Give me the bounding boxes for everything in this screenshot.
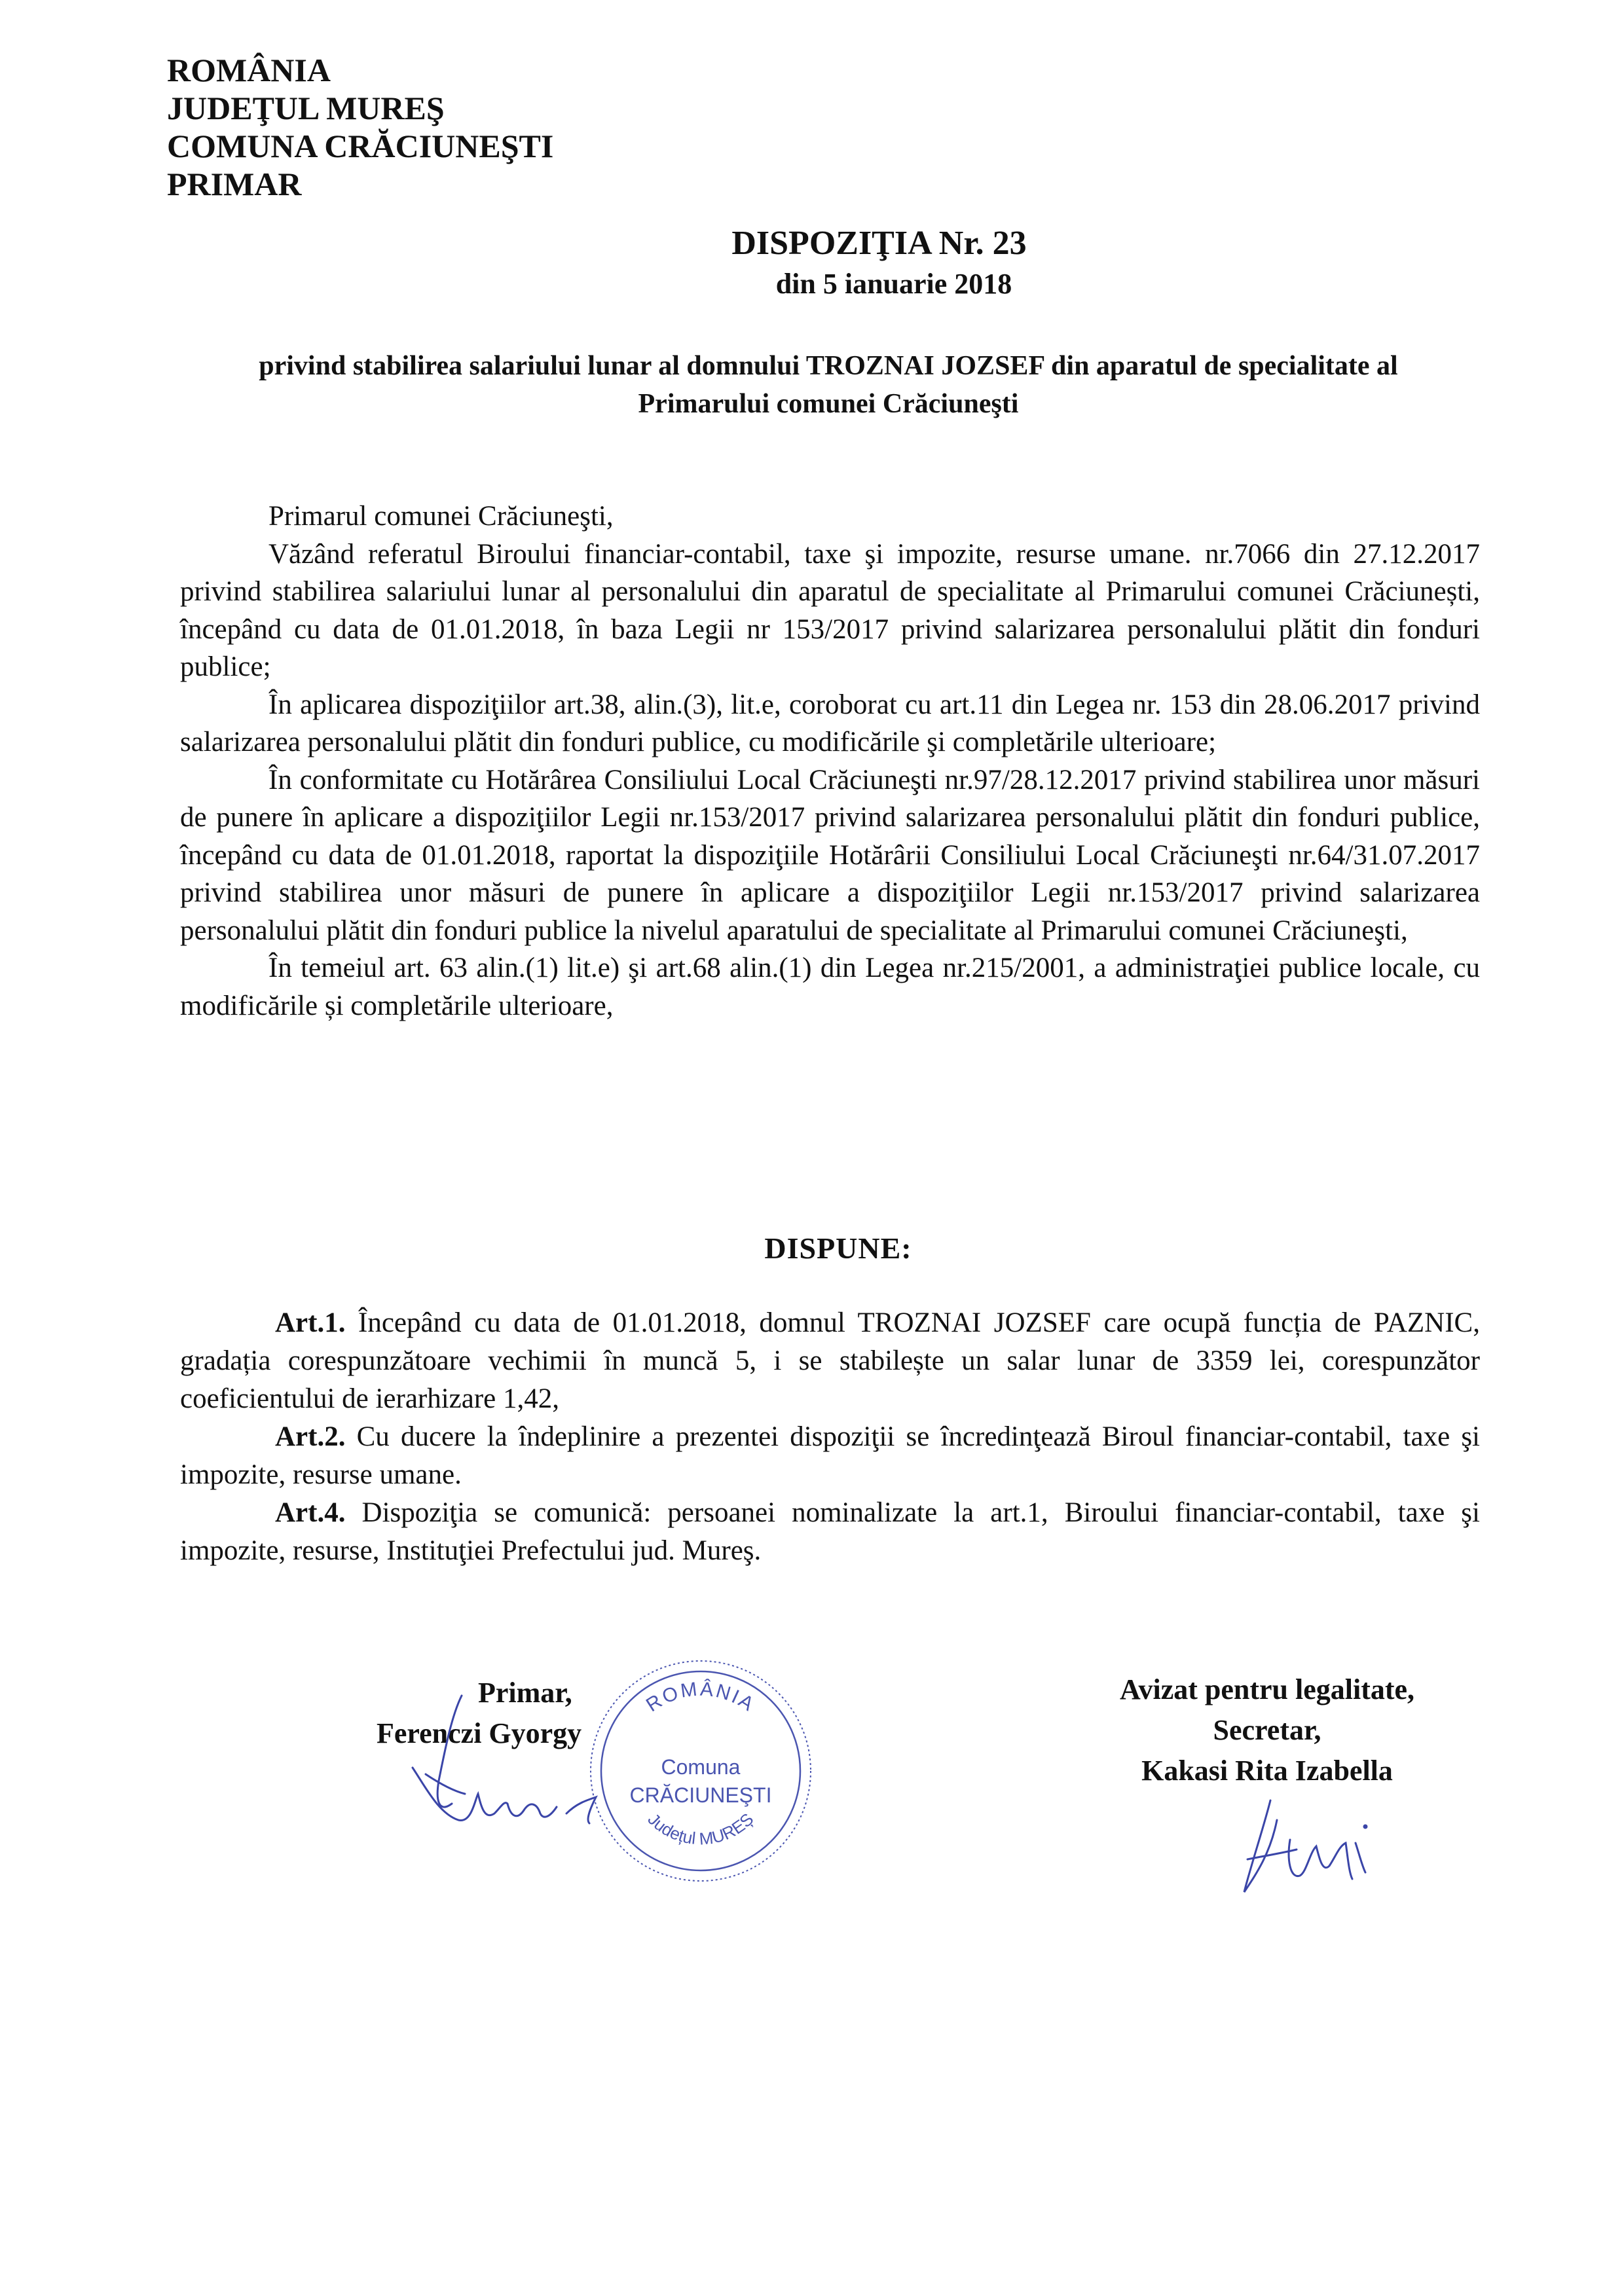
header-commune: COMUNA CRĂCIUNEŞTI <box>167 128 554 164</box>
header-country: ROMÂNIA <box>167 52 331 88</box>
mayor-name: Ferenczi Gyorgy <box>377 1717 582 1749</box>
article-text: Cu ducere la îndeplinire a prezentei dispoziţii se încredinţează Biroul financiar-contabil, taxe şi impozite, resurse umane. <box>180 1421 1480 1490</box>
official-stamp <box>583 1653 819 1889</box>
mayor-handwritten-signature <box>399 1689 609 1846</box>
preamble-paragraph: În conformitate cu Hotărârea Consiliului Local Crăciuneşti nr.97/28.12.2017 privind stabilirea unor măsuri de punere în aplicare a dispoziţiilor Legii nr.153/2017 privind salarizarea personalului plătit din fonduri publice, începând cu data de 01.01.2018, raportat la dispoziţiile Hotărârii Consiliului Local Crăciuneşti nr.64/31.07.2017 privind stabilirea unor măsuri de punere în aplicare a dispoziţiilor Legii nr.153/2017 privind salarizarea personalului plătit din fonduri publice la nivelul aparatului de specialitate al Primarului comunei Crăciuneşti, <box>180 764 1480 946</box>
stamp-bottom-text: Județul MUREȘ <box>644 1809 758 1849</box>
svg-text:Județul MUREȘ <box>644 1809 758 1848</box>
header-office: PRIMAR <box>167 166 302 202</box>
secretary-role: Secretar, <box>1213 1714 1321 1746</box>
institution-header <box>167 51 553 203</box>
disposition-date: din 5 ianuarie 2018 <box>775 268 1012 300</box>
document-subject: privind stabilirea salariului lunar al domnului TROZNAI JOZSEF din aparatul de specialitate al Primarului comunei Crăciuneşti <box>259 351 1398 419</box>
articles <box>180 1304 1480 1570</box>
dispune-heading <box>0 1231 1624 1266</box>
article-4 <box>180 1494 1480 1570</box>
dispune-label: DISPUNE: <box>764 1231 912 1265</box>
article-label: Art.1. <box>275 1307 346 1338</box>
mayor-role: Primar, <box>478 1677 572 1709</box>
svg-text:ROMÂNIA <box>642 1678 759 1716</box>
stamp-commune-name: CRĂCIUNEŞTI <box>629 1783 772 1807</box>
article-1 <box>180 1304 1480 1418</box>
disposition-number: DISPOZIŢIA Nr. 23 <box>731 225 1027 262</box>
preamble <box>180 498 1480 1025</box>
secretary-name: Kakasi Rita Izabella <box>1141 1755 1393 1787</box>
secretary-handwritten-signature <box>1225 1781 1388 1912</box>
article-label: Art.2. <box>275 1421 346 1452</box>
article-text: Începând cu data de 01.01.2018, domnul TROZNAI JOZSEF care ocupă funcția de PAZNIC, gradația corespunzătoare vechimii în muncă 5, i se stabilește un salar lunar de 3359 lei, corespunzător coeficientului de ierarhizare 1,42, <box>180 1307 1480 1414</box>
document-title <box>0 223 1624 304</box>
secretary-signature-block <box>1064 1669 1470 1791</box>
legality-note: Avizat pentru legalitate, <box>1119 1673 1415 1705</box>
preamble-paragraph: Văzând referatul Biroului financiar-contabil, taxe şi impozite, resurse umane. nr.7066 din 27.12.2017 privind stabilirea salariului lunar al personalului din aparatul de specialitate al Primarului comunei Crăciunești, începând cu data de 01.01.2018, în baza Legii nr 153/2017 privind salarizarea personalului plătit din fonduri publice; <box>180 538 1480 682</box>
header-county: JUDEŢUL MUREŞ <box>167 90 445 126</box>
preamble-paragraph: În aplicarea dispoziţiilor art.38, alin.(3), lit.e, coroborat cu art.11 din Legea nr. 153 din 28.06.2017 privind salarizarea personalului plătit din fonduri publice, cu modificările şi completările ulterioare; <box>180 689 1480 757</box>
stamp-top-text: ROMÂNIA <box>642 1678 760 1717</box>
article-text: Dispoziţia se comunică: persoanei nominalizate la art.1, Biroului financiar-contabil, taxe şi impozite, resurse, Instituţiei Prefectului jud. Mureş. <box>180 1497 1480 1566</box>
article-2 <box>180 1418 1480 1494</box>
article-label: Art.4. <box>275 1497 346 1528</box>
stamp-commune-label: Comuna <box>661 1755 741 1779</box>
preamble-paragraph: Primarul comunei Crăciuneşti, <box>268 501 614 532</box>
preamble-paragraph: În temeiul art. 63 alin.(1) lit.e) şi art.68 alin.(1) din Legea nr.215/2001, a administraţiei publice locale, cu modificările și completările ulterioare, <box>180 953 1480 1021</box>
